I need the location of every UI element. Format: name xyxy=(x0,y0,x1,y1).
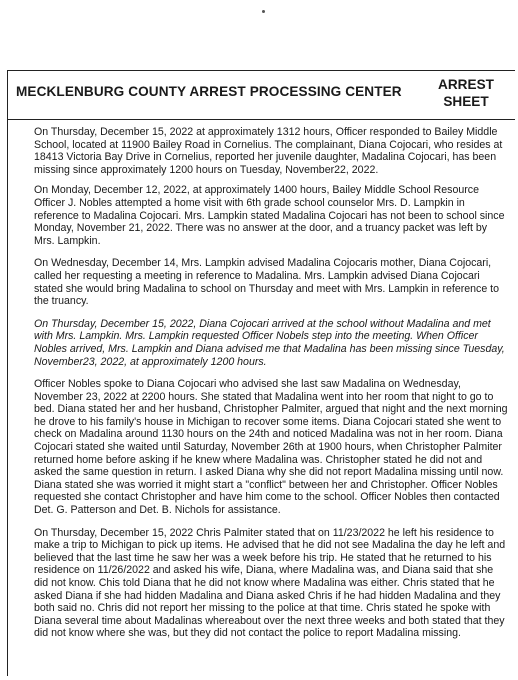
paragraph-5: Officer Nobles spoke to Diana Cojocari who advised she last saw Madalina on Wednesday, November 23, 2022 at 2200 hours. She stated that Madalina went into her room that night to go to bed. Diana stated her and her husband, Christopher Palmiter, argued that night and the next morning he drove to his family's house in Michigan to recover some items. Diana Cojocari stated she went to check on Madalina around 1130 hours on the 24th and noticed Madalina was not in her room. Diana Cojocari stated she waited until Saturday, November 26th at 1900 hours, when Christopher Palmiter returned home before asking if he knew where Madalina was. Christopher stated he did not and asked the same question in return. I asked Diana why she did not report Madalina missing until now. Diana stated she was worried it might start a "conflict" between her and Christopher. Officer Nobles requested she contact Christopher and have him come to the school. Officer Nobles then contacted Det. G. Patterson and Det. B. Nichols for assistance. xyxy=(34,378,508,517)
arrest-sheet xyxy=(7,70,515,676)
paragraph-3: On Wednesday, December 14, Mrs. Lampkin advised Madalina Cojocaris mother, Diana Cojocari, called her requesting a meeting in reference to Madalina. Mrs. Lampkin advised Diana Cojocari stated she would bring Madalina to school on Thursday and meet with Mrs. Lampkin in reference to the truancy. xyxy=(34,257,500,308)
arrest-sheet-label xyxy=(431,76,501,110)
sheet-header xyxy=(8,71,515,120)
arrest-sheet-label-line1: ARREST xyxy=(438,77,494,92)
paragraph-2: On Monday, December 12, 2022, at approximately 1400 hours, Bailey Middle School Resource Officer J. Nobles attempted a home visit with 6th grade school counselor Mrs. D. Lampkin in reference to Madalina Cojocari. Mrs. Lampkin stated Madalina Cojocari has not been to school since Monday, November 21, 2022. There was no answer at the door, and a truancy packet was left by Mrs. Lampkin. xyxy=(34,184,505,247)
page-title: MECKLENBURG COUNTY ARREST PROCESSING CENTER xyxy=(16,84,402,99)
scan-speck xyxy=(262,10,265,13)
arrest-sheet-label-line2: SHEET xyxy=(443,94,489,109)
paragraph-1: On Thursday, December 15, 2022 at approximately 1312 hours, Officer responded to Bailey Middle School, located at 11900 Bailey Road in Cornelius. The complainant, Diana Cojocari, who resides at 18413 Victoria Bay Drive in Cornelius, reported her juvenile daughter, Madalina Cojocari, has been missing since approximately 1200 hours on Tuesday, November22, 2022. xyxy=(34,126,503,176)
narrative-body xyxy=(34,126,510,650)
paragraph-4: On Thursday, December 15, 2022, Diana Cojocari arrived at the school without Madalina and met with Mrs. Lampkin. Mrs. Lampkin requested Officer Nobels step into the meeting. When Officer Nobles arrived, Mrs. Lampkin and Diana advised me that Madalina has been missing since Tuesday, November23, 2022, at approximately 1200 hours. xyxy=(34,317,505,368)
paragraph-6: On Thursday, December 15, 2022 Chris Palmiter stated that on 11/23/2022 he left his residence to make a trip to Michigan to pick up items. He advised that he did not see Madalina the day he left and believed that the last time he saw her was a week before his trip. He stated that he returned to his residence on 11/26/2022 and asked his wife, Diana, where Madalina was, and Diana said that she did not know. Chis told Diana that he did not know where Madalina was either. Chris stated that he asked Diana if she had hidden Madalina and Diana asked Chris if he had hidden Madalina and they both said no. Chris did not report her missing to the police at that time. Chris stated he spoke with Diana several time about Madalinas whereabout over the next three weeks and both stated that they did not know where she was, but they did not contact the police to report Madalina missing. xyxy=(34,526,506,640)
